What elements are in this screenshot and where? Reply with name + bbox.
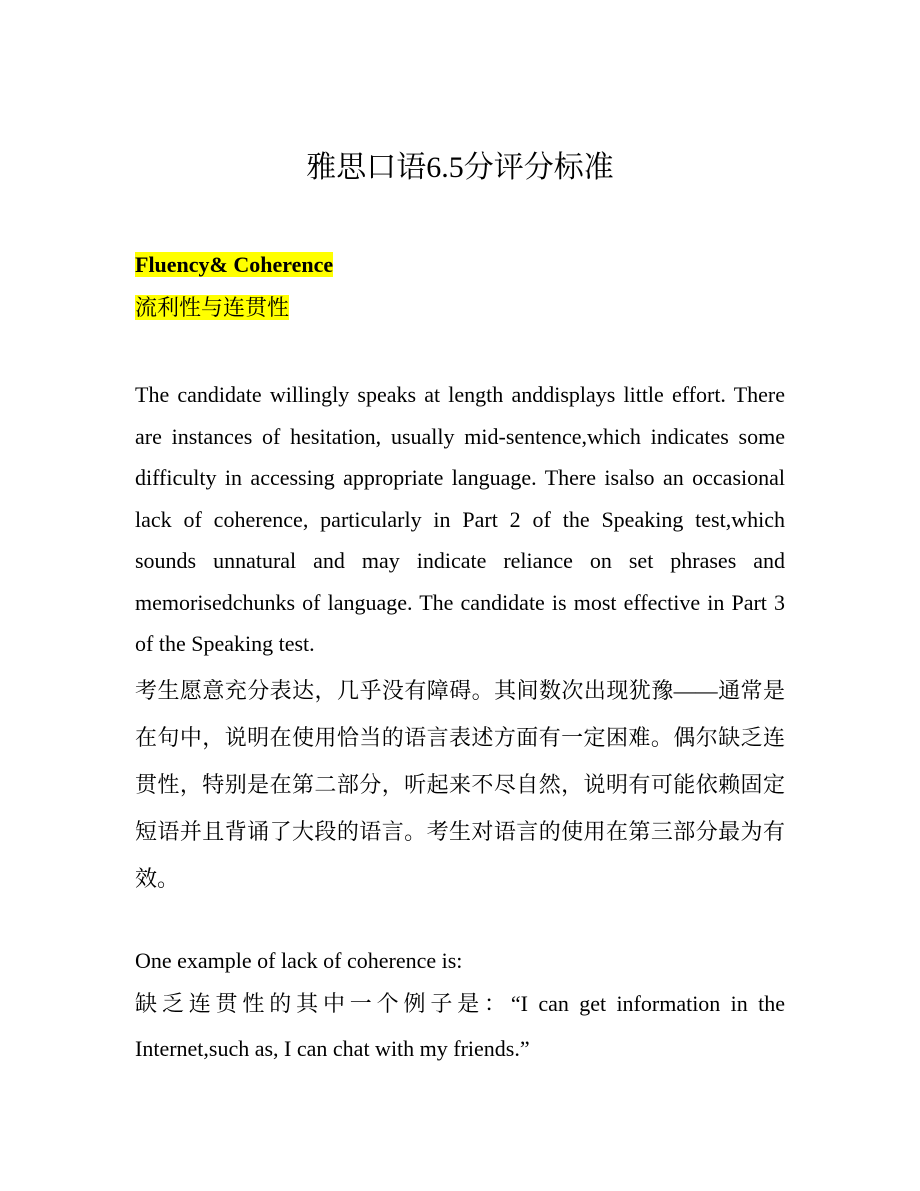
example-label: One example of lack of coherence is: — [135, 948, 463, 973]
section-heading-zh — [135, 292, 785, 324]
page-title: 雅思口语6.5分评分标准 — [306, 151, 614, 184]
section-heading-zh-text: 流利性与连贯性 — [135, 295, 290, 320]
section-heading-en-text: Fluency& Coherence — [135, 252, 334, 277]
example-quote: 缺乏连贯性的其中一个例子是：“I can get information in the Internet,such as, I can chat with my friends.” — [135, 991, 785, 1061]
description-english: The candidate willingly speaks at length anddisplays little effort. There are instances of hesitation, usually mid-sentence,which indicates some difficulty in accessing appropriate language. There isalso an occasional lack of coherence, particularly in Part 2 of the Speaking test,which sounds unnatural and may indicate reliance on set phrases and memorisedchunks of language. The candidate is most effective in Part 3 of the Speaking test. — [135, 382, 785, 656]
description-chinese: 考生愿意充分表达，几乎没有障碍。其间数次出现犹豫——通常是在句中，说明在使用恰当的语言表述方面有一定困难。偶尔缺乏连贯性，特别是在第二部分，听起来不尽自然，说明有可能依赖固定短语并且背诵了大段的语言。考生对语言的使用在第三部分最为有效。 — [135, 678, 785, 891]
section-heading-en — [135, 250, 785, 280]
